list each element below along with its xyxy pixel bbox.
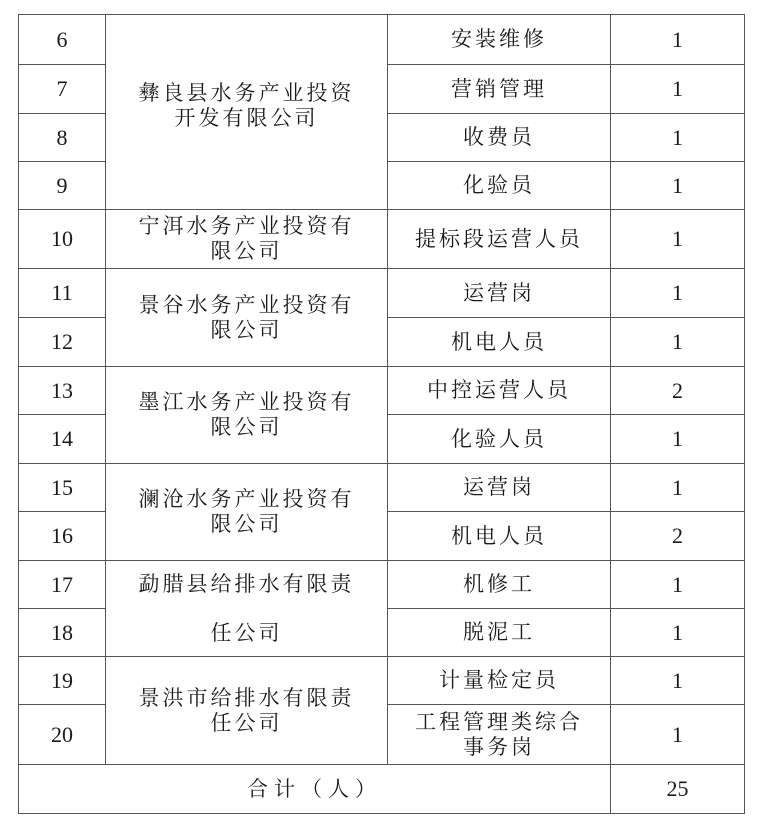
position-count: 1 — [611, 162, 745, 210]
position-name: 计量检定员 — [388, 657, 611, 705]
position-count: 1 — [611, 415, 745, 464]
row-number: 18 — [19, 609, 106, 657]
position-name: 化验员 — [388, 162, 611, 210]
company-name-line: 澜沧水务产业投资有 — [138, 487, 355, 511]
company-name-line: 限公司 — [210, 415, 283, 439]
position-name: 提标段运营人员 — [388, 210, 611, 269]
company-name-cell — [106, 561, 388, 657]
position-name-line: 工程管理类综合 — [415, 709, 583, 734]
row-number: 17 — [19, 561, 106, 609]
company-name-line: 任公司 — [210, 710, 283, 735]
company-name-line: 景谷水务产业投资有 — [138, 292, 355, 317]
company-name-cell — [106, 210, 388, 269]
total-row — [19, 765, 745, 814]
company-name-cell — [106, 657, 388, 765]
position-count: 1 — [611, 561, 745, 609]
row-number: 20 — [19, 705, 106, 765]
position-name: 机修工 — [388, 561, 611, 609]
row-number: 19 — [19, 657, 106, 705]
company-name-line: 宁洱水务产业投资有 — [138, 214, 355, 238]
row-number: 6 — [19, 15, 106, 65]
position-count: 1 — [611, 705, 745, 765]
company-name-cell — [106, 15, 388, 210]
position-count: 1 — [611, 318, 745, 367]
company-name-line: 开发有限公司 — [174, 106, 319, 130]
row-number: 11 — [19, 269, 106, 318]
table-row — [19, 269, 745, 318]
row-number: 12 — [19, 318, 106, 367]
position-count: 1 — [611, 657, 745, 705]
position-name: 收费员 — [388, 114, 611, 162]
table-row — [19, 657, 745, 705]
position-count: 2 — [611, 367, 745, 415]
position-count: 2 — [611, 512, 745, 561]
company-name-cell — [106, 464, 388, 561]
company-name-line: 限公司 — [210, 239, 283, 263]
company-name-line: 彝良县水务产业投资 — [138, 81, 355, 105]
table-row — [19, 464, 745, 512]
recruitment-position-table — [18, 14, 745, 814]
position-count: 1 — [611, 609, 745, 657]
row-number: 10 — [19, 210, 106, 269]
position-name: 运营岗 — [388, 464, 611, 512]
position-count: 1 — [611, 269, 745, 318]
table-row — [19, 15, 745, 65]
company-name-line: 景洪市给排水有限责 — [138, 685, 355, 710]
position-name: 安装维修 — [388, 15, 611, 65]
row-number: 15 — [19, 464, 106, 512]
position-name: 化验人员 — [388, 415, 611, 464]
company-name-line: 任公司 — [210, 620, 283, 645]
table-row — [19, 210, 745, 269]
position-name: 运营岗 — [388, 269, 611, 318]
company-name-cell — [106, 367, 388, 464]
table-row — [19, 367, 745, 415]
total-value: 25 — [611, 765, 745, 814]
row-number: 14 — [19, 415, 106, 464]
position-count: 1 — [611, 65, 745, 114]
position-count: 1 — [611, 464, 745, 512]
position-name — [388, 705, 611, 765]
position-name: 中控运营人员 — [388, 367, 611, 415]
row-number: 16 — [19, 512, 106, 561]
row-number: 8 — [19, 114, 106, 162]
row-number: 7 — [19, 65, 106, 114]
row-number: 9 — [19, 162, 106, 210]
position-count: 1 — [611, 114, 745, 162]
company-name-line: 限公司 — [210, 512, 283, 536]
company-name-line: 墨江水务产业投资有 — [138, 390, 355, 414]
table-row — [19, 561, 745, 609]
position-count: 1 — [611, 15, 745, 65]
position-name-line: 事务岗 — [463, 734, 535, 759]
position-name: 脱泥工 — [388, 609, 611, 657]
position-name: 机电人员 — [388, 512, 611, 561]
row-number: 13 — [19, 367, 106, 415]
company-name-cell — [106, 269, 388, 367]
position-name: 营销管理 — [388, 65, 611, 114]
company-name-line: 限公司 — [210, 317, 283, 342]
position-count: 1 — [611, 210, 745, 269]
total-label: 合计（人） — [19, 765, 611, 814]
company-name-line: 勐腊县给排水有限责 — [138, 571, 355, 596]
position-name: 机电人员 — [388, 318, 611, 367]
